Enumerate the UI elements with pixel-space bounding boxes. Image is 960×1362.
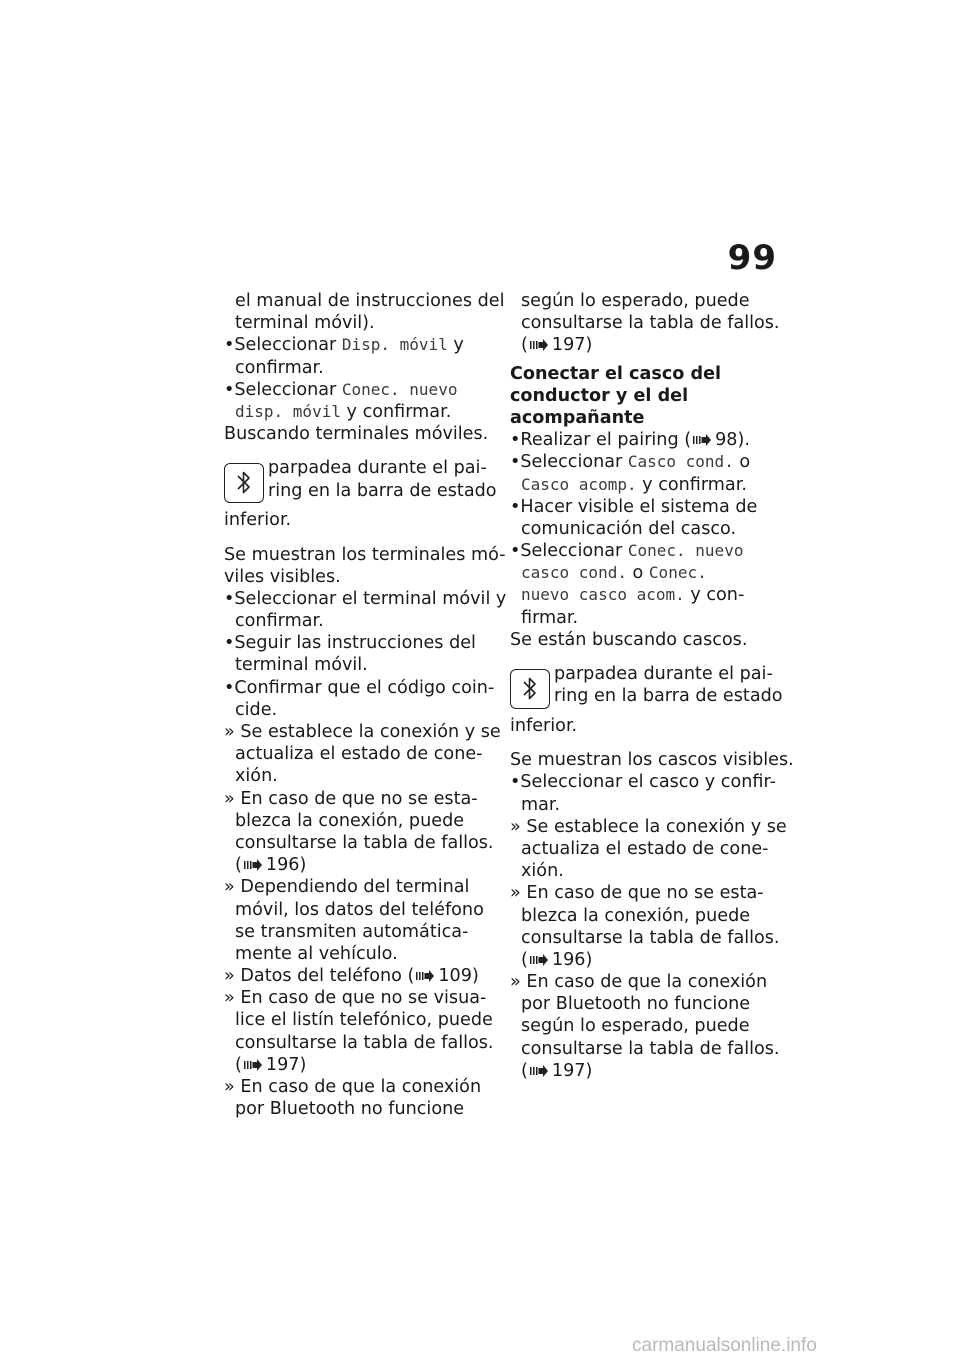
text-line: inferior. bbox=[224, 510, 292, 531]
text-line: Casco acomp. y confirmar. bbox=[521, 474, 747, 495]
text-line: confirmar. bbox=[235, 357, 324, 378]
bluetooth-note bbox=[510, 663, 782, 715]
section-heading: conductor y el del bbox=[510, 385, 689, 406]
text-line: según lo esperado, puede bbox=[521, 291, 750, 311]
bullet-item: •Hacer visible el sistema de bbox=[510, 496, 758, 517]
reference-arrow-icon bbox=[244, 1059, 262, 1071]
bluetooth-icon bbox=[224, 463, 264, 503]
page-reference[interactable]: ( 197) bbox=[235, 1054, 307, 1075]
text-line: consultarse la tabla de fallos. bbox=[235, 832, 494, 853]
result-item: » En caso de que no se esta- bbox=[510, 883, 764, 904]
text-line: el manual de instrucciones del bbox=[235, 291, 505, 311]
text-line: móvil, los datos del teléfono bbox=[235, 899, 484, 920]
text-line: parpadea durante el pai- bbox=[554, 664, 773, 684]
reference-arrow-icon bbox=[530, 339, 548, 351]
result-item[interactable]: » Datos del teléfono ( 109) bbox=[224, 966, 479, 987]
text-line: ring en la barra de estado bbox=[554, 686, 783, 707]
result-item: » Se establece la conexión y se bbox=[224, 722, 501, 742]
text-line: xión. bbox=[521, 861, 564, 882]
page-number: 99 bbox=[727, 238, 777, 278]
text-line: nuevo casco acom. y con- bbox=[521, 585, 745, 606]
text-line: blezca la conexión, puede bbox=[521, 905, 751, 926]
page-reference[interactable]: ( 197) bbox=[521, 335, 593, 356]
text-line: blezca la conexión, puede bbox=[235, 810, 465, 831]
text-line: firmar. bbox=[521, 607, 579, 628]
text-line: actualiza el estado de cone- bbox=[521, 838, 769, 859]
text-line: disp. móvil y confirmar. bbox=[235, 401, 452, 422]
text-line: parpadea durante el pai- bbox=[268, 458, 487, 479]
reference-arrow-icon bbox=[530, 954, 548, 966]
bullet-item: •Confirmar que el código coin- bbox=[224, 677, 495, 698]
text-line: terminal móvil). bbox=[235, 313, 375, 334]
text-line: viles visibles. bbox=[224, 566, 341, 587]
left-column bbox=[224, 290, 507, 1120]
text-line: Se muestran los cascos visibles. bbox=[510, 750, 794, 771]
text-line: ring en la barra de estado bbox=[268, 480, 497, 501]
bullet-item: •Seleccionar el casco y confir- bbox=[510, 772, 776, 793]
text-line: casco cond. o Conec. bbox=[521, 563, 707, 584]
section-heading: acompañante bbox=[510, 407, 645, 428]
bluetooth-icon bbox=[510, 669, 550, 709]
bluetooth-note bbox=[224, 457, 497, 509]
text-line: comunicación del casco. bbox=[521, 518, 737, 539]
bullet-item: •Seleccionar Disp. móvil y bbox=[224, 335, 464, 356]
result-item: » En caso de que no se esta- bbox=[224, 788, 478, 809]
result-item: » Se establece la conexión y se bbox=[510, 816, 787, 837]
bullet-item: •Seleccionar Conec. nuevo bbox=[224, 379, 458, 400]
right-column bbox=[510, 290, 794, 1082]
status-text: Buscando terminales móviles. bbox=[224, 424, 489, 445]
status-text: Se están buscando cascos. bbox=[510, 629, 748, 650]
text-line: se transmiten automática- bbox=[235, 921, 469, 942]
text-line: terminal móvil. bbox=[235, 655, 368, 676]
page-reference[interactable]: ( 196) bbox=[235, 855, 307, 876]
text-line: lice el listín telefónico, puede bbox=[235, 1010, 493, 1031]
reference-arrow-icon bbox=[244, 859, 262, 871]
text-line: según lo esperado, puede bbox=[521, 1016, 750, 1037]
text-line: consultarse la tabla de fallos. bbox=[235, 1032, 494, 1053]
text-line: confirmar. bbox=[235, 611, 324, 632]
bullet-item: •Seguir las instrucciones del bbox=[224, 633, 476, 654]
reference-arrow-icon bbox=[693, 434, 711, 446]
text-line: consultarse la tabla de fallos. bbox=[521, 313, 780, 334]
bullet-item: •Seleccionar Conec. nuevo bbox=[510, 541, 744, 562]
page-reference[interactable]: ( 196) bbox=[521, 949, 593, 970]
watermark: carmanualsonline.info bbox=[632, 1335, 817, 1356]
text-line: actualiza el estado de cone- bbox=[235, 744, 483, 765]
text-line: mar. bbox=[521, 794, 561, 815]
bullet-item: •Seleccionar Casco cond. o bbox=[510, 452, 751, 473]
result-item: » En caso de que la conexión bbox=[224, 1077, 482, 1097]
text-line: inferior. bbox=[510, 716, 578, 736]
text-line: Se muestran los terminales mó- bbox=[224, 544, 506, 565]
reference-arrow-icon bbox=[530, 1065, 548, 1077]
bullet-item: •Seleccionar el terminal móvil y bbox=[224, 588, 507, 609]
page-reference[interactable]: ( 197) bbox=[521, 1060, 593, 1081]
result-item: » Dependiendo del terminal bbox=[224, 877, 470, 898]
text-line: cide. bbox=[235, 699, 278, 720]
text-line: por Bluetooth no funcione bbox=[521, 994, 751, 1015]
text-line: por Bluetooth no funcione bbox=[235, 1099, 465, 1120]
bullet-item[interactable]: •Realizar el pairing ( 98). bbox=[510, 430, 750, 451]
result-item: » En caso de que no se visua- bbox=[224, 988, 487, 1009]
text-line: mente al vehículo. bbox=[235, 943, 398, 964]
text-line: consultarse la tabla de fallos. bbox=[521, 927, 780, 948]
text-line: xión. bbox=[235, 766, 278, 787]
text-line: consultarse la tabla de fallos. bbox=[521, 1038, 780, 1059]
reference-arrow-icon bbox=[416, 970, 434, 982]
section-heading: Conectar el casco del bbox=[510, 363, 722, 384]
result-item: » En caso de que la conexión bbox=[510, 972, 768, 993]
